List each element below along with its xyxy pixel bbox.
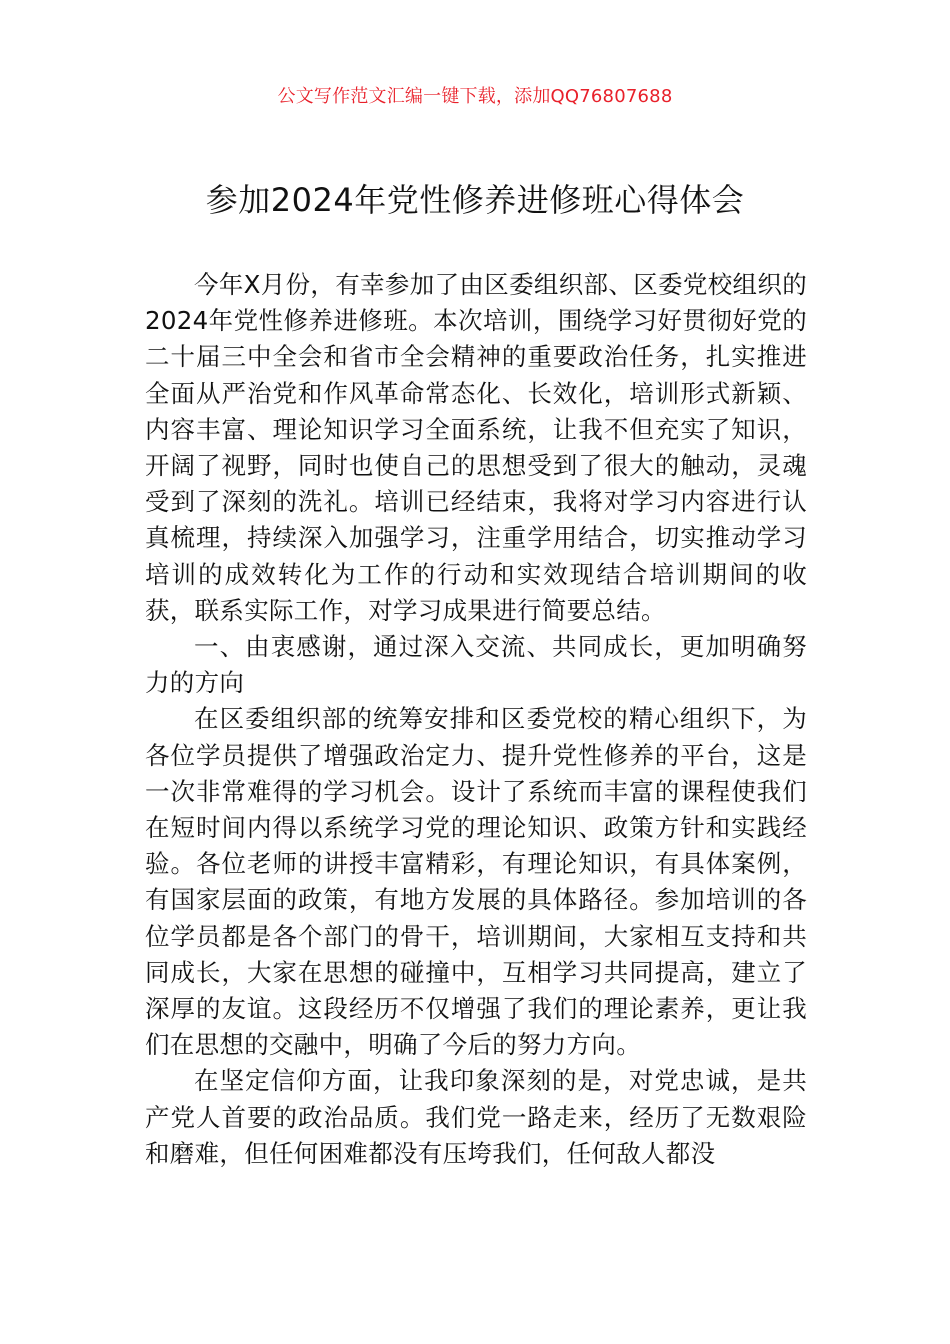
paragraph-section-1: 在区委组织部的统筹安排和区委党校的精心组织下，为各位学员提供了增强政治定力、提升党性修养的平台，这是一次非常难得的学习机会。设计了系统而丰富的课程使我们在短时间内得以系统学习党的理论知识、政策方针和实践经验。各位老师的讲授丰富精彩，有理论知识，有具体案例，有国家层面的政策，有地方发展的具体路径。参加培训的各位学员都是各个部门的骨干，培训期间，大家相互支持和共同成长，大家在思想的碰撞中，互相学习共同提高，建立了深厚的友谊。这段经历不仅增强了我们的理论素养，更让我们在思想的交融中，明确了今后的努力方向。 <box>145 704 807 1060</box>
document-body <box>145 267 807 1172</box>
section-heading-1: 一、由衷感谢，通过深入交流、共同成长，更加明确努力的方向 <box>145 632 807 698</box>
paragraph-faith: 在坚定信仰方面，让我印象深刻的是，对党忠诚，是共产党人首要的政治品质。我们党一路走来，经历了无数艰险和磨难，但任何困难都没有压垮我们，任何敌人都没 <box>145 1066 807 1168</box>
download-banner: 公文写作范文汇编一键下载，添加QQ76807688 <box>277 86 673 107</box>
document-title: 参加2024年党性修养进修班心得体会 <box>205 181 745 219</box>
paragraph-intro: 今年X月份，有幸参加了由区委组织部、区委党校组织的2024年党性修养进修班。本次培训，围绕学习好贯彻好党的二十届三中全会和省市全会精神的重要政治任务，扎实推进全面从严治党和作风革命常态化、长效化，培训形式新颖、内容丰富、理论知识学习全面系统，让我不但充实了知识，开阔了视野，同时也使自己的思想受到了很大的触动，灵魂受到了深刻的洗礼。培训已经结束，我将对学习内容进行认真梳理，持续深入加强学习，注重学用结合，切实推动学习培训的成效转化为工作的行动和实效现结合培训期间的收获，联系实际工作，对学习成果进行简要总结。 <box>145 270 807 625</box>
